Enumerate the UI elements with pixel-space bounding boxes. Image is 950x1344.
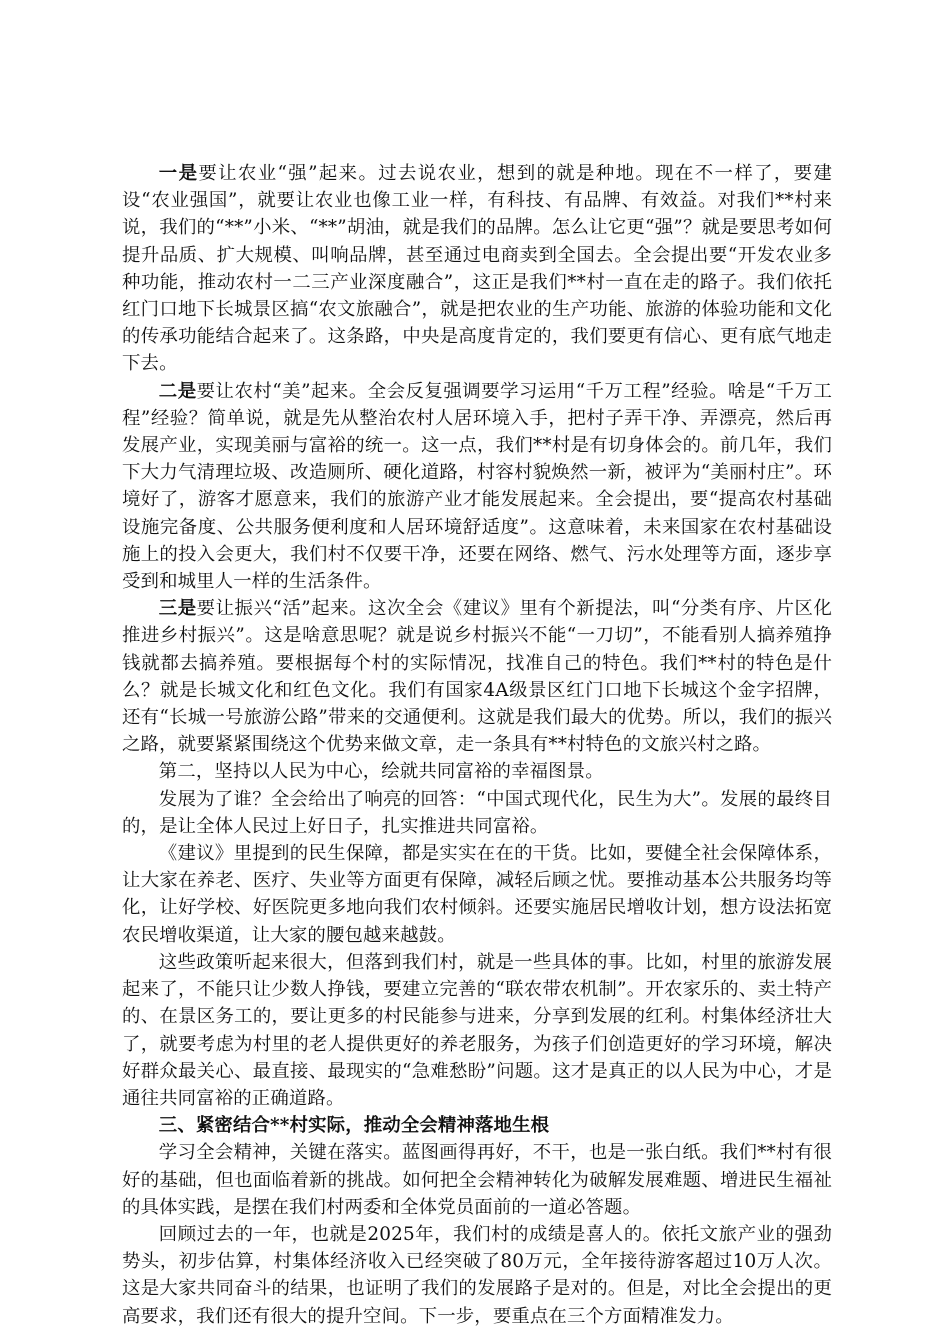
paragraph-first-point [122,160,832,378]
paragraph-subheading-second [122,758,832,785]
paragraph-text: 要让农村“美”起来。全会反复强调要学习运用“千万工程”经验。啥是“千万工程”经验？简单说，就是先从整治农村人居环境入手，把村子弄干净、弄漂亮，然后再发展产业，实现美丽与富裕的统一。这一点，我们**村是有切身体会的。前几年，我们下大力气清理垃圾、改造厕所、硬化道路，村容村貌焕然一新，被评为“美丽村庄”。环境好了，游客才愿意来，我们的旅游产业才能发展起来。全会提出，要“提高农村基础设施完备度、公共服务便利度和人居环境舒适度”。这意味着，未来国家在农村基础设施上的投入会更大，我们村不仅要干净，还要在网络、燃气、污水处理等方面，逐步享受到和城里人一样的生活条件。 [122,380,832,593]
paragraph-text: 这些政策听起来很大，但落到我们村，就是一些具体的事。比如，村里的旅游发展起来了，不能只让少数人挣钱，要建立完善的“联农带农机制”。开农家乐的、卖土特产的、在景区务工的，要让更多的村民能参与进来，分享到发展的红利。村集体经济壮大了，就要考虑为村里的老人提供更好的养老服务，为孩子们创造更好的学习环境，解决好群众最关心、最直接、最现实的“急难愁盼”问题。这才是真正的以人民为中心，才是通往共同富裕的正确道路。 [122,951,832,1109]
paragraph-third-point [122,595,832,758]
paragraph-lead: 二是 [158,380,197,402]
section-heading: 三、紧密结合**村实际，推动全会精神落地生根 [158,1115,550,1137]
paragraph-lead: 三是 [158,598,197,620]
paragraph-development-purpose [122,786,832,840]
document-body [122,160,832,1330]
paragraph-second-point [122,378,832,596]
paragraph-text: 第二，坚持以人民为中心，绘就共同富裕的幸福图景。 [158,761,604,783]
paragraph-village-practice [122,949,832,1112]
paragraph-livelihood [122,840,832,949]
paragraph-lead: 一是 [158,163,199,184]
paragraph-text: 要让振兴“活”起来。这次全会《建议》里有个新提法，叫“分类有序、片区化推进乡村振兴”。这是啥意思呢？就是说乡村振兴不能“一刀切”，不能看别人搞养殖挣钱就都去搞养殖。要根据每个村的实际情况，找准自己的特色。我们**村的特色是什么？就是长城文化和红色文化。我们有国家4A级景区红门口地下长城这个金字招牌，还有“长城一号旅游公路”带来的交通便利。这就是我们最大的优势。所以，我们的振兴之路，就要紧紧围绕这个优势来做文章，走一条具有**村特色的文旅兴村之路。 [122,598,832,756]
paragraph-review: 回顾过去的一年，也就是2025年，我们村的成绩是喜人的。依托文旅产业的强劲势头，初步估算，村集体经济收入已经突破了80万元，全年接待游客超过10万人次。这是大家共同奋斗的结果，也证明了我们的发展路子是对的。但是，对比全会提出的更高要求，我们还有很大的提升空间。下一步，要重点在三个方面精准发力。 [122,1223,832,1327]
paragraph-text: 《建议》里提到的民生保障，都是实实在在的干货。比如，要健全社会保障体系，让大家在养老、医疗、失业等方面更有保障，减轻后顾之忧。要推动基本公共服务均等化，让好学校、好医院更多地向我们农村倾斜。还要实施居民增收计划，想方设法拓宽农民增收渠道，让大家的腰包越来越鼓。 [122,843,832,946]
paragraph-text: 要让农业“强”起来。过去说农业，想到的就是种地。现在不一样了，要建设“农业强国”，就要让农业也像工业一样，有科技、有品牌、有效益。对我们**村来说，我们的“**”小米、“**”胡油，就是我们的品牌。怎么让它更“强”？就是要思考如何提升品质、扩大规模、叫响品牌，甚至通过电商卖到全国去。全会提出要“开发农业多种功能，推动农村一二三产业深度融合”，这正是我们**村一直在走的路子。我们依托红门口地下长城景区搞“农文旅融合”，就是把农业的生产功能、旅游的体验功能和文化的传承功能结合起来了。这条路，中央是高度肯定的，我们要更有信心、更有底气地走下去。 [122,163,832,375]
paragraph-text: 发展为了谁？全会给出了响亮的回答：“中国式现代化，民生为大”。发展的最终目的，是让全体人民过上好日子，扎实推进共同富裕。 [122,788,832,837]
paragraph-implementation: 学习全会精神，关键在落实。蓝图画得再好，不干，也是一张白纸。我们**村有很好的基础，但也面临着新的挑战。如何把全会精神转化为破解发展难题、增进民生福祉的具体实践，是摆在我们村两委和全体党员面前的一道必答题。 [122,1142,832,1218]
